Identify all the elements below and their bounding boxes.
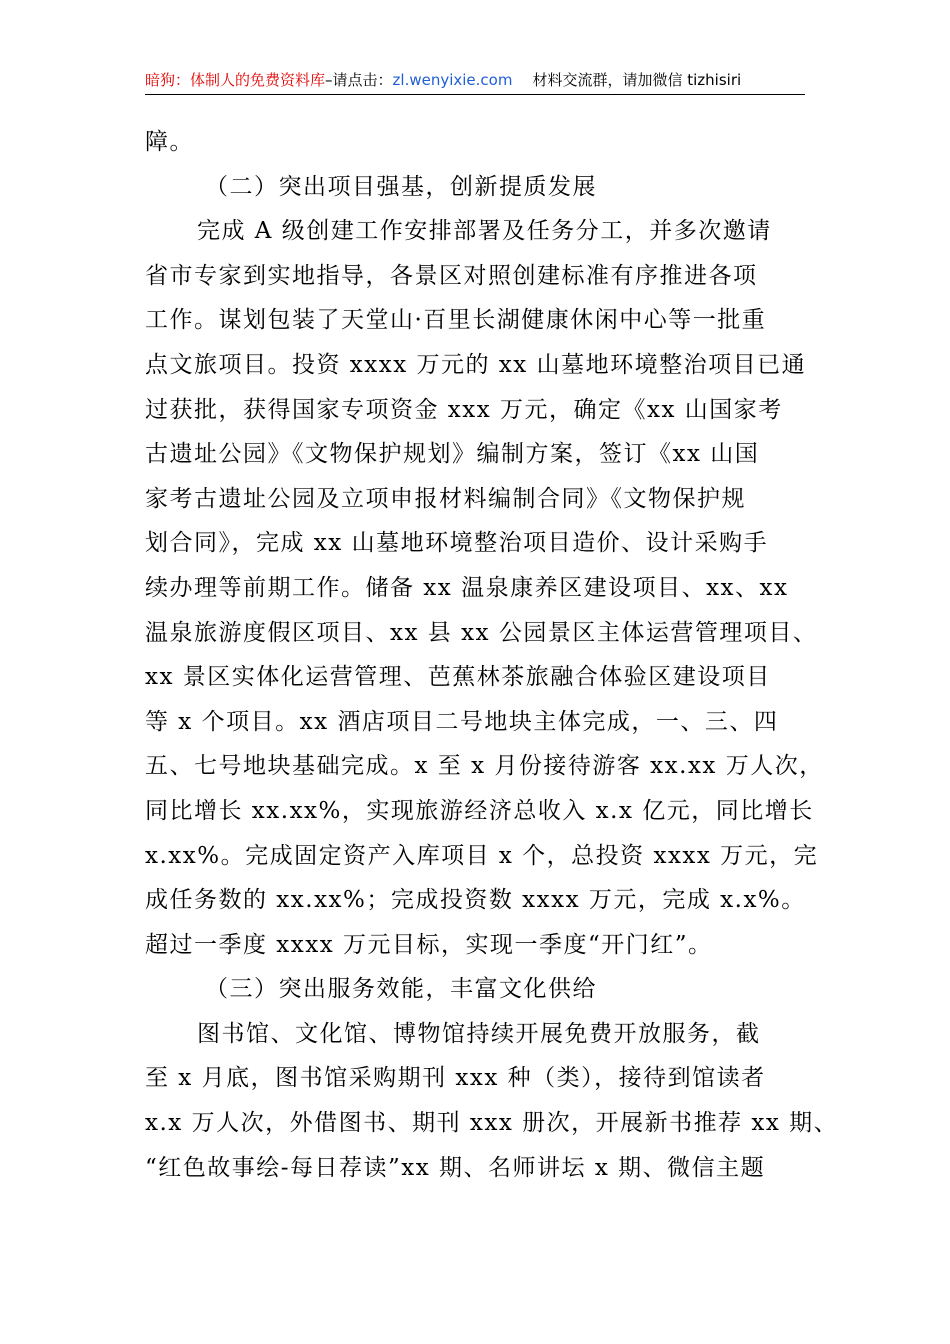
paragraph-first-line: 完成 A 级创建工作安排部署及任务分工，并多次邀请 bbox=[197, 218, 772, 245]
text-line: 工作。谋划包装了天堂山·百里长湖健康休闲中心等一批重 bbox=[145, 307, 767, 334]
text-line: “红色故事绘-每日荐读”xx 期、名师讲坛 x 期、微信主题 bbox=[145, 1154, 766, 1181]
document-body bbox=[145, 120, 839, 1190]
paragraph-first-line: 图书馆、文化馆、博物馆持续开展免费开放服务，截 bbox=[197, 1020, 761, 1047]
header-wechat-note: 材料交流群，请加微信 tizhisiri bbox=[532, 71, 742, 89]
page-header bbox=[145, 66, 805, 95]
text-line: 家考古遗址公园及立项申报材料编制合同》《文物保护规 bbox=[145, 485, 746, 512]
text-line: x.xx%。完成固定资产入库项目 x 个，总投资 xxxx 万元，完 bbox=[145, 842, 819, 869]
text-line: 省市专家到实地指导，各景区对照创建标准有序推进各项 bbox=[145, 262, 758, 289]
text-line: 划合同》，完成 xx 山墓地环境整治项目造价、设计采购手 bbox=[145, 530, 769, 557]
text-line: 障。 bbox=[145, 129, 194, 155]
text-line: 等 x 个项目。xx 酒店项目二号地块主体完成，一、三、四 bbox=[145, 708, 779, 735]
text-line: 古遗址公园》《文物保护规划》编制方案，签订《xx 山国 bbox=[145, 441, 760, 468]
text-line: x.x 万人次，外借图书、期刊 xxx 册次，开展新书推荐 xx 期、 bbox=[145, 1110, 839, 1137]
section-heading: （三）突出服务效能，丰富文化供给 bbox=[205, 976, 597, 1003]
text-line: 五、七号地块基础完成。x 至 x 月份接待游客 xx.xx 万人次， bbox=[145, 753, 824, 780]
section-heading: （二）突出项目强基，创新提质发展 bbox=[205, 173, 597, 200]
header-click-prompt: –请点击： bbox=[325, 71, 393, 89]
header-link[interactable]: zl.wenyixie.com bbox=[392, 71, 513, 89]
text-line: 温泉旅游度假区项目、xx 县 xx 公园景区主体运营管理项目、 bbox=[145, 619, 818, 646]
text-line: 过获批，获得国家专项资金 xxx 万元，确定《xx 山国家考 bbox=[145, 396, 783, 423]
text-line: 续办理等前期工作。储备 xx 温泉康养区建设项目、xx、xx bbox=[145, 574, 789, 601]
text-line: 成任务数的 xx.xx%；完成投资数 xxxx 万元，完成 x.x%。 bbox=[145, 887, 806, 914]
text-line: 同比增长 xx.xx%，实现旅游经济总收入 x.x 亿元，同比增长 bbox=[145, 797, 814, 824]
text-line: 点文旅项目。投资 xxxx 万元的 xx 山墓地环境整治项目已通 bbox=[145, 351, 807, 378]
header-site-name: 暗狗：体制人的免费资料库 bbox=[145, 71, 326, 89]
text-line: 超过一季度 xxxx 万元目标，实现一季度“开门红”。 bbox=[145, 931, 713, 958]
text-line: xx 景区实体化运营管理、芭蕉林茶旅融合体验区建设项目 bbox=[145, 664, 771, 691]
text-line: 至 x 月底，图书馆采购期刊 xxx 种（类），接待到馆读者 bbox=[145, 1065, 766, 1092]
